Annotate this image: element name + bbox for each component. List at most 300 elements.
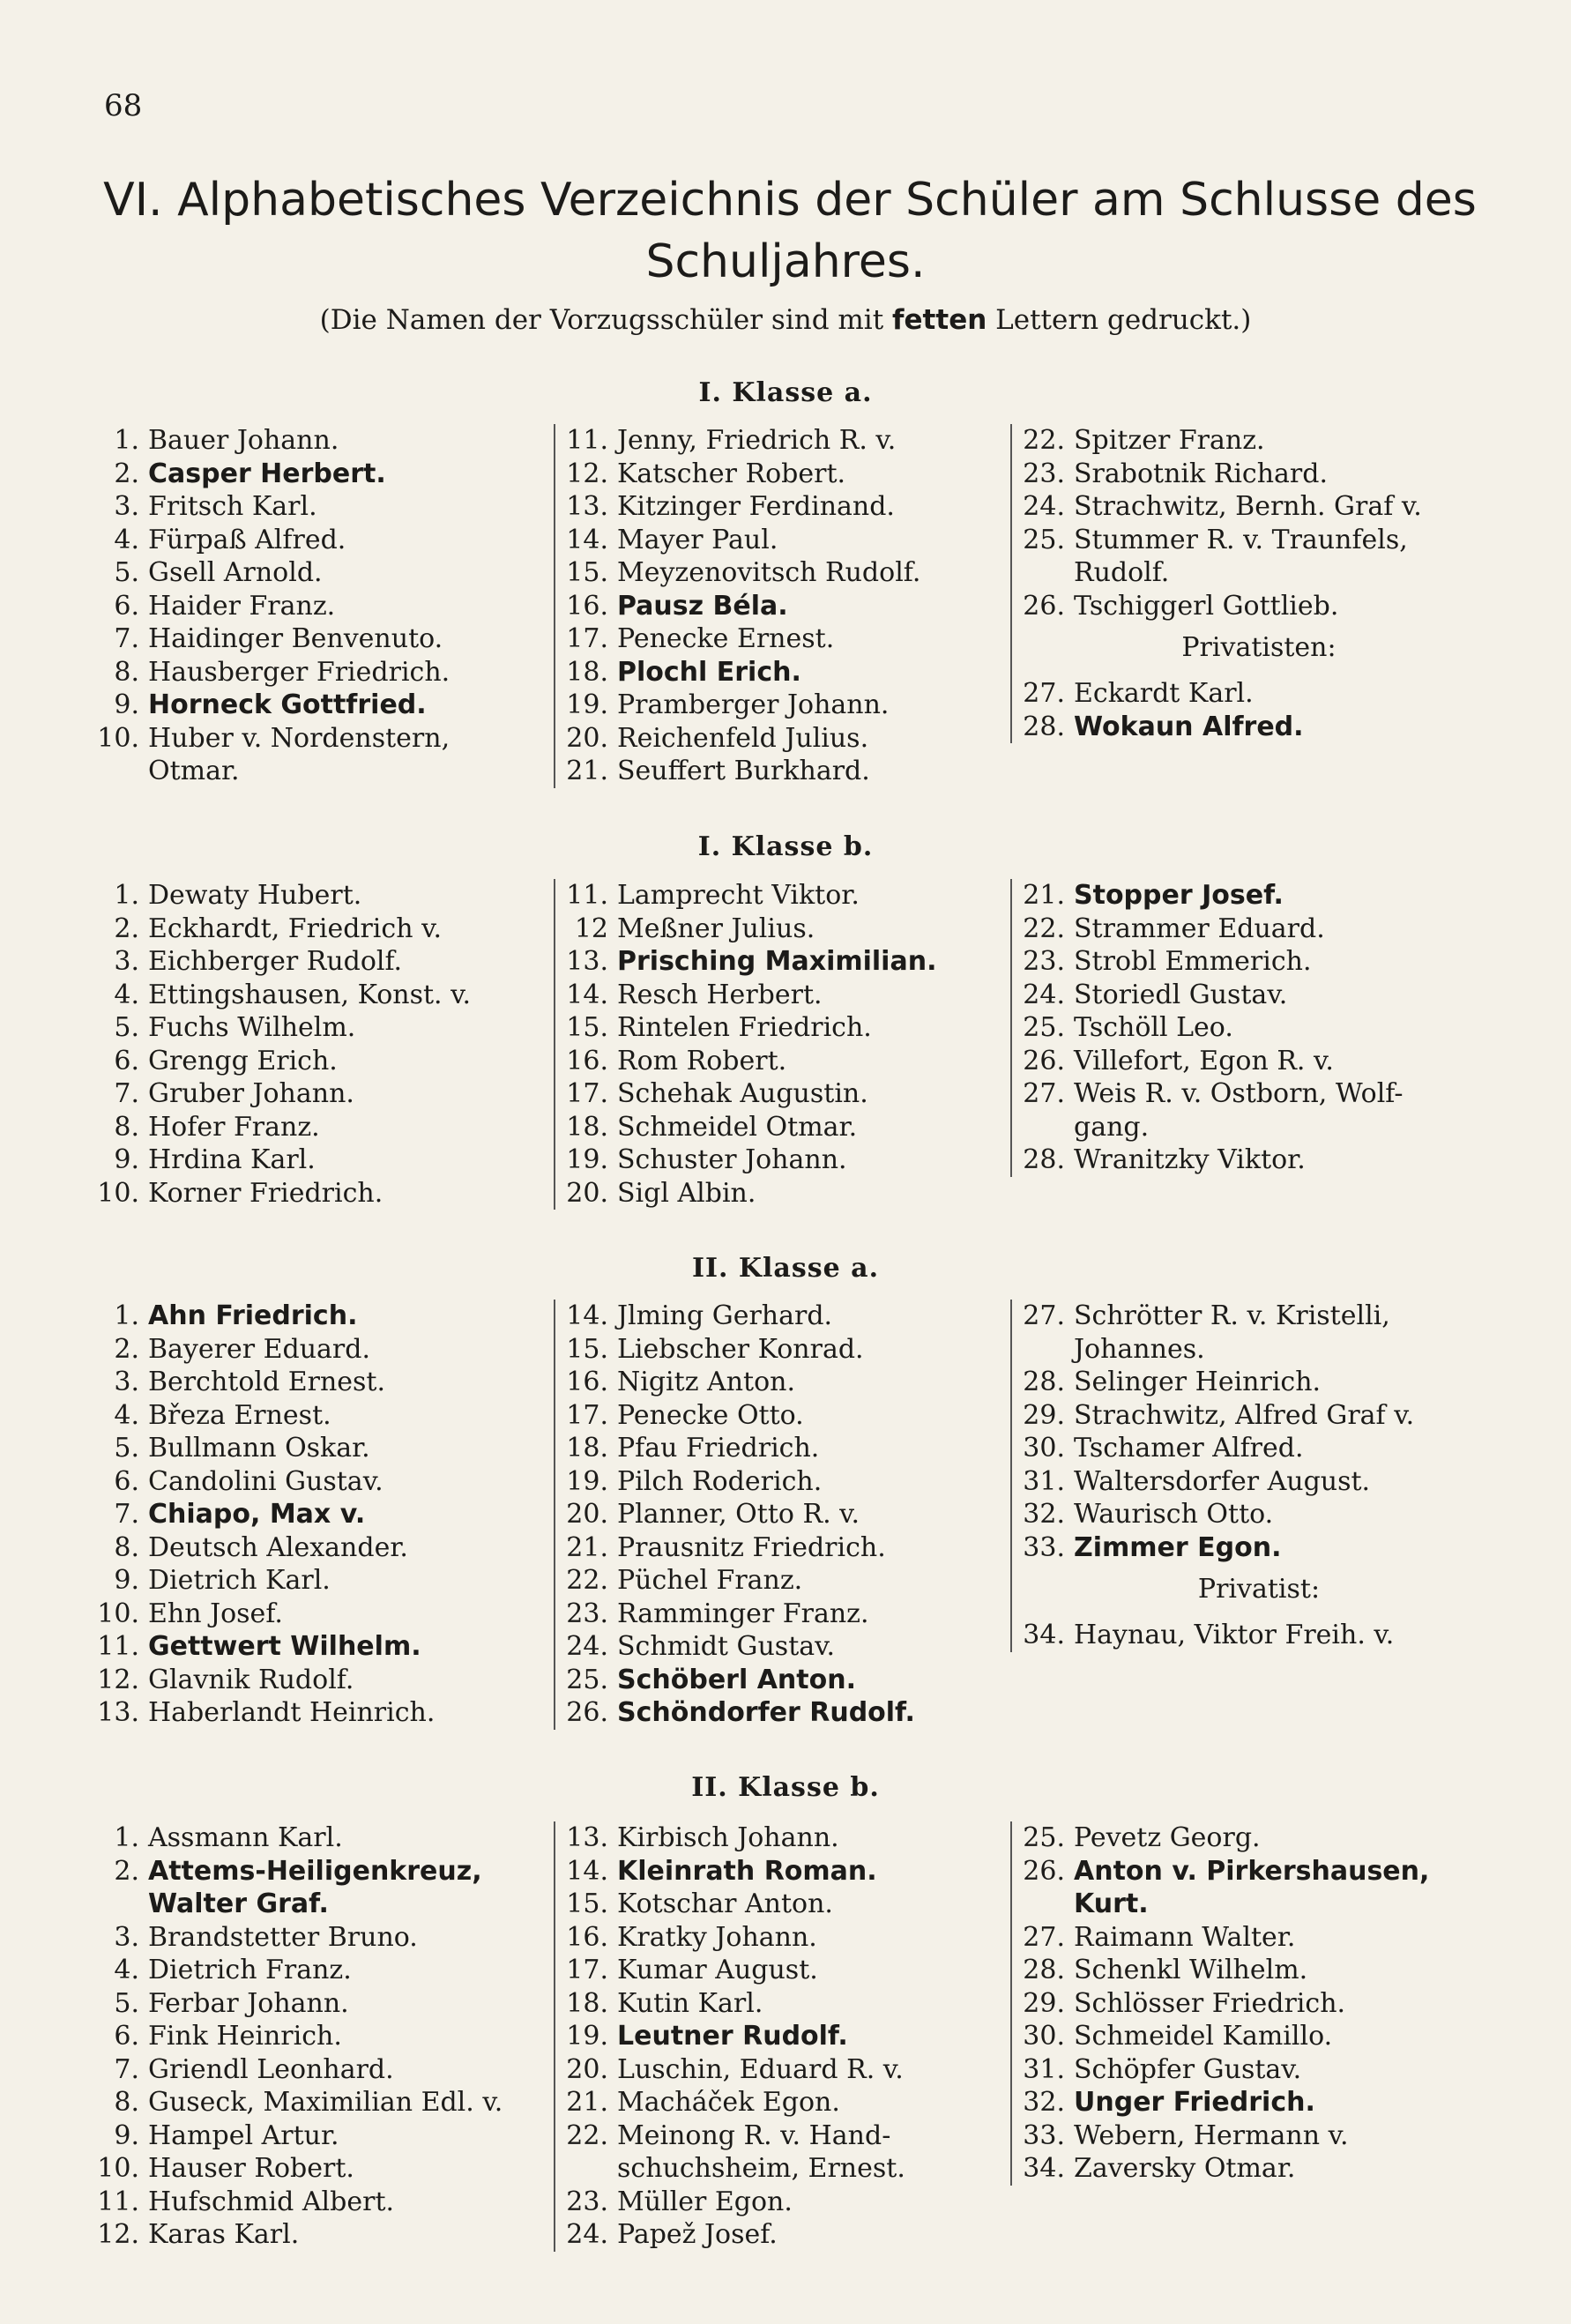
- student-entry: [555, 945, 1005, 979]
- student-entry: [1012, 1498, 1506, 1531]
- student-entry: [81, 1987, 540, 2021]
- student-entry: [1012, 2020, 1506, 2053]
- student-name: Deutsch Alexander.: [148, 1531, 408, 1563]
- student-entry: [555, 424, 1005, 458]
- student-entry: [555, 556, 1005, 590]
- student-entry: [555, 656, 1005, 689]
- student-name: Liebscher Konrad.: [617, 1333, 864, 1365]
- student-name: Haberlandt Heinrich.: [148, 1697, 436, 1728]
- student-name: Strachwitz, Bernh. Graf v.: [1074, 491, 1422, 522]
- student-name: Müller Egon.: [617, 2186, 793, 2217]
- student-name: Strachwitz, Alfred Graf v.: [1074, 1399, 1415, 1431]
- student-number: 26.: [1023, 1855, 1065, 1887]
- title-line-1: VI. Alphabetisches Verzeichnis der Schüler am Schlusse des: [103, 174, 1477, 227]
- student-name: Zimmer Egon.: [1074, 1531, 1282, 1563]
- student-entry: [1012, 1954, 1506, 1987]
- student-entry: [1012, 490, 1506, 524]
- student-entry: [555, 912, 1005, 946]
- student-entry: [555, 622, 1005, 656]
- student-number: 28.: [1023, 1367, 1065, 1397]
- student-entry: [81, 622, 540, 656]
- student-number: 2.: [114, 458, 139, 489]
- student-name: Pilch Roderich.: [617, 1465, 823, 1497]
- student-entry: [555, 1664, 1005, 1697]
- student-number: 3.: [114, 1921, 139, 1953]
- subtitle-bold: fetten: [892, 304, 987, 336]
- student-name: Dewaty Hubert.: [148, 880, 362, 911]
- student-number: 14.: [566, 524, 608, 555]
- student-name: Waltersdorfer August.: [1074, 1465, 1371, 1497]
- student-column: [554, 879, 1005, 1210]
- student-name: Wranitzky Viktor.: [1074, 1144, 1306, 1175]
- student-name: Rintelen Friedrich.: [617, 1012, 872, 1043]
- student-name: Luschin, Eduard R. v.: [617, 2053, 904, 2085]
- student-number: 25.: [1023, 1822, 1065, 1853]
- student-column: [81, 1821, 540, 2252]
- student-name: Fuchs Wilhelm.: [148, 1012, 356, 1043]
- student-name: Schöndorfer Rudolf.: [617, 1697, 915, 1728]
- student-number: 3.: [114, 946, 139, 977]
- student-name: Pramberger Johann.: [617, 689, 890, 720]
- student-entry: [1012, 1143, 1506, 1177]
- student-name: Dietrich Franz.: [148, 1955, 352, 1985]
- student-name: Gruber Johann.: [148, 1078, 354, 1109]
- student-entry-continuation: [1012, 1111, 1506, 1144]
- student-column: [1010, 424, 1506, 743]
- student-number: 4.: [114, 979, 139, 1010]
- student-entry: [1012, 1619, 1506, 1652]
- student-number: 25.: [566, 1664, 608, 1695]
- student-name: Rudolf.: [1074, 557, 1170, 588]
- student-number: 27.: [1023, 1300, 1065, 1331]
- student-number: 20.: [566, 1177, 608, 1209]
- student-entry: [1012, 590, 1506, 623]
- student-number: 8.: [114, 2087, 139, 2118]
- student-number: 34.: [1023, 1620, 1065, 1650]
- student-name: Schöberl Anton.: [617, 1664, 856, 1695]
- student-name: Stopper Josef.: [1074, 880, 1284, 911]
- student-name: Kotschar Anton.: [617, 1888, 833, 1919]
- student-entry: [555, 1630, 1005, 1664]
- student-number: 5.: [114, 1012, 139, 1043]
- student-number: 9.: [114, 1565, 139, 1596]
- student-number: 16.: [566, 1367, 608, 1397]
- student-number: 29.: [1023, 1987, 1065, 2019]
- student-name: Jlming Gerhard.: [617, 1300, 833, 1331]
- student-entry: [81, 458, 540, 491]
- student-number: 14.: [566, 979, 608, 1010]
- student-number: 18.: [566, 1111, 608, 1143]
- student-entry: [555, 1300, 1005, 1333]
- student-entry: [81, 1111, 540, 1144]
- student-number: 5.: [114, 1987, 139, 2019]
- student-entry: [81, 590, 540, 623]
- student-number: 19.: [566, 689, 608, 720]
- student-entry: [1012, 1366, 1506, 1399]
- student-number: 29.: [1023, 1399, 1065, 1431]
- student-number: 3.: [114, 491, 139, 522]
- student-entry: [81, 912, 540, 946]
- page-number: 68: [104, 88, 143, 123]
- student-number: 11.: [97, 2186, 139, 2217]
- student-number: 20.: [566, 2053, 608, 2085]
- student-name: Pevetz Georg.: [1074, 1822, 1261, 1853]
- student-name: Otmar.: [148, 756, 240, 786]
- student-name: Hofer Franz.: [148, 1111, 320, 1143]
- student-entry: [81, 1011, 540, 1045]
- student-name: Walter Graf.: [148, 1888, 329, 1919]
- student-entry: [1012, 1987, 1506, 2021]
- student-entry: [81, 1045, 540, 1078]
- student-entry: [1012, 458, 1506, 491]
- student-number: 4.: [114, 524, 139, 555]
- student-entry: [555, 2053, 1005, 2087]
- student-entry: [555, 1598, 1005, 1631]
- student-name: Kirbisch Johann.: [617, 1822, 839, 1853]
- student-entry: [81, 1465, 540, 1499]
- student-entry: [555, 1564, 1005, 1598]
- student-entry: [81, 1177, 540, 1210]
- student-number: 23.: [566, 2186, 608, 2217]
- student-name: Korner Friedrich.: [148, 1177, 383, 1209]
- student-number: 19.: [566, 2021, 608, 2052]
- student-number: 7.: [114, 2053, 139, 2085]
- student-entry: [81, 945, 540, 979]
- student-entry: [555, 1366, 1005, 1399]
- student-entry-continuation: [1012, 1888, 1506, 1921]
- student-name: Guseck, Maximilian Edl. v.: [148, 2087, 503, 2118]
- student-name: Berchtold Ernest.: [148, 1367, 386, 1397]
- student-name: Attems-Heiligenkreuz,: [148, 1855, 482, 1887]
- student-entry: [81, 1630, 540, 1664]
- student-number: 7.: [114, 623, 139, 654]
- student-name: Ehn Josef.: [148, 1598, 283, 1629]
- student-name: Bayerer Eduard.: [148, 1333, 370, 1365]
- student-name: Plochl Erich.: [617, 656, 801, 688]
- student-number: 20.: [566, 1499, 608, 1530]
- student-name: Fritsch Karl.: [148, 491, 317, 522]
- student-name: Webern, Hermann v.: [1074, 2119, 1349, 2151]
- student-entry: [81, 1366, 540, 1399]
- student-name: Kurt.: [1074, 1888, 1149, 1919]
- student-name: Ramminger Franz.: [617, 1598, 869, 1629]
- student-name: Leutner Rudolf.: [617, 2021, 848, 2052]
- student-number: 6.: [114, 1465, 139, 1497]
- student-entry: [1012, 1300, 1506, 1333]
- title-line-2: Schuljahres.: [645, 235, 926, 288]
- student-name: Meyzenovitsch Rudolf.: [617, 557, 921, 588]
- student-number: 14.: [566, 1300, 608, 1331]
- student-number: 22.: [1023, 425, 1065, 456]
- student-entry: [81, 979, 540, 1012]
- student-number: 9.: [114, 689, 139, 720]
- student-column: [1010, 879, 1506, 1177]
- student-entry: [81, 1333, 540, 1367]
- student-entry: [1012, 979, 1506, 1012]
- student-column: [554, 1300, 1005, 1730]
- student-number: 24.: [1023, 979, 1065, 1010]
- student-name: Stummer R. v. Traunfels,: [1074, 524, 1408, 555]
- student-column: [81, 879, 540, 1210]
- subtitle-pre: (Die Namen der Vorzugsschüler sind mit: [319, 304, 884, 336]
- student-column: [81, 1300, 540, 1730]
- student-name: Zaversky Otmar.: [1074, 2153, 1296, 2184]
- student-entry: [555, 2218, 1005, 2252]
- section-heading: II. Klasse b.: [691, 1772, 880, 1803]
- student-number: 11.: [97, 1631, 139, 1662]
- student-number: 22.: [1023, 912, 1065, 944]
- student-entry: [1012, 677, 1506, 711]
- student-number: 22.: [566, 2119, 608, 2151]
- student-name: Strammer Eduard.: [1074, 912, 1325, 944]
- student-number: 10.: [97, 2153, 139, 2184]
- student-entry-continuation: [1012, 556, 1506, 590]
- student-entry: [81, 556, 540, 590]
- student-name: Penecke Otto.: [617, 1399, 804, 1431]
- student-number: 31.: [1023, 1465, 1065, 1497]
- student-entry: [555, 1333, 1005, 1367]
- student-number: 34.: [1023, 2153, 1065, 2184]
- student-number: 23.: [1023, 946, 1065, 977]
- student-number: 12.: [566, 458, 608, 489]
- page-title: [0, 169, 1571, 293]
- student-number: 25.: [1023, 1012, 1065, 1043]
- student-entry: [81, 2020, 540, 2053]
- student-number: 3.: [114, 1367, 139, 1397]
- student-number: 17.: [566, 1399, 608, 1431]
- student-entry: [81, 1564, 540, 1598]
- student-entry: [1012, 1921, 1506, 1955]
- student-entry: [555, 1921, 1005, 1955]
- student-entry: [81, 1664, 540, 1697]
- student-number: 25.: [1023, 524, 1065, 555]
- student-number: 19.: [566, 1144, 608, 1175]
- student-number: 19.: [566, 1465, 608, 1497]
- student-number: 18.: [566, 1987, 608, 2019]
- student-name: Resch Herbert.: [617, 979, 823, 1010]
- student-number: 18.: [566, 656, 608, 688]
- student-entry: [1012, 1855, 1506, 1888]
- student-entry: [81, 1954, 540, 1987]
- student-name: Huber v. Nordenstern,: [148, 722, 450, 754]
- student-name: Hrdina Karl.: [148, 1144, 316, 1175]
- student-entry: [555, 590, 1005, 623]
- student-name: Raimann Walter.: [1074, 1921, 1296, 1953]
- student-entry: [555, 1498, 1005, 1531]
- student-entry: [555, 1432, 1005, 1465]
- student-name: Kitzinger Ferdinand.: [617, 491, 895, 522]
- student-number: 22.: [566, 1565, 608, 1596]
- student-name: Reichenfeld Julius.: [617, 722, 869, 754]
- student-entry: [555, 1987, 1005, 2021]
- student-number: 16.: [566, 1921, 608, 1953]
- student-name: Srabotnik Richard.: [1074, 458, 1329, 489]
- student-name: Schlösser Friedrich.: [1074, 1987, 1346, 2019]
- student-entry: [81, 2053, 540, 2087]
- student-entry: [81, 424, 540, 458]
- student-name: Eckardt Karl.: [1074, 678, 1254, 709]
- student-number: 13.: [566, 491, 608, 522]
- student-entry: [81, 2186, 540, 2219]
- student-entry: [81, 1077, 540, 1111]
- student-name: Candolini Gustav.: [148, 1465, 383, 1497]
- student-number: 31.: [1023, 2053, 1065, 2085]
- student-name: Tschiggerl Gottlieb.: [1074, 590, 1339, 622]
- student-number: 18.: [566, 1433, 608, 1464]
- student-name: Fink Heinrich.: [148, 2021, 342, 2052]
- student-name: Sigl Albin.: [617, 1177, 756, 1209]
- student-name: Wokaun Alfred.: [1074, 711, 1304, 742]
- student-entry: [1012, 2119, 1506, 2153]
- student-entry: [555, 1045, 1005, 1078]
- section-heading: I. Klasse b.: [697, 831, 874, 862]
- student-name: Hauser Robert.: [148, 2153, 354, 2184]
- student-number: 16.: [566, 1045, 608, 1076]
- student-number: 28.: [1023, 711, 1065, 742]
- student-entry: [1012, 1045, 1506, 1078]
- student-number: 26.: [566, 1697, 608, 1728]
- student-number: 12.: [97, 1664, 139, 1695]
- student-name: Spitzer Franz.: [1074, 425, 1265, 456]
- student-number: 30.: [1023, 1433, 1065, 1464]
- student-entry: [1012, 1821, 1506, 1855]
- student-name: Mayer Paul.: [617, 524, 778, 555]
- student-entry: [555, 1399, 1005, 1433]
- student-number: 10.: [97, 1598, 139, 1629]
- student-entry: [81, 490, 540, 524]
- subheading: Privatisten:: [1181, 632, 1336, 663]
- student-number: 12: [574, 912, 608, 944]
- student-number: 27.: [1023, 1921, 1065, 1953]
- student-name: Hufschmid Albert.: [148, 2186, 395, 2217]
- student-name: Dietrich Karl.: [148, 1565, 331, 1596]
- student-entry: [1012, 1077, 1506, 1111]
- student-entry: [555, 1011, 1005, 1045]
- student-entry: [1012, 879, 1506, 912]
- student-name: Tschamer Alfred.: [1074, 1433, 1304, 1464]
- student-name: Nigitz Anton.: [617, 1367, 796, 1397]
- student-name: Kutin Karl.: [617, 1987, 763, 2019]
- student-entry: [555, 689, 1005, 722]
- student-entry: [555, 1077, 1005, 1111]
- student-number: 11.: [566, 880, 608, 911]
- student-name: Schenkl Wilhelm.: [1074, 1955, 1308, 1985]
- student-name: Schrötter R. v. Kristelli,: [1074, 1300, 1390, 1331]
- student-number: 27.: [1023, 678, 1065, 709]
- student-number: 26.: [1023, 590, 1065, 622]
- student-number: 23.: [1023, 458, 1065, 489]
- student-name: Penecke Ernest.: [617, 623, 835, 654]
- student-name: Haidinger Benvenuto.: [148, 623, 443, 654]
- student-number: 23.: [566, 1598, 608, 1629]
- student-number: 13.: [566, 1822, 608, 1853]
- student-entry: [81, 1399, 540, 1433]
- student-name: Katscher Robert.: [617, 458, 846, 489]
- student-number: 21.: [1023, 880, 1065, 911]
- student-name: Březa Ernest.: [148, 1399, 331, 1431]
- student-entry: [81, 722, 540, 756]
- student-entry: [81, 2152, 540, 2186]
- student-number: 14.: [566, 1855, 608, 1887]
- student-entry: [555, 1465, 1005, 1499]
- student-entry: [1012, 711, 1506, 744]
- student-name: Schöpfer Gustav.: [1074, 2053, 1302, 2085]
- student-number: 2.: [114, 1333, 139, 1365]
- student-entry: [555, 458, 1005, 491]
- student-entry: [81, 689, 540, 722]
- student-name: Schmidt Gustav.: [617, 1631, 836, 1662]
- student-name: Schuster Johann.: [617, 1144, 847, 1175]
- student-number: 11.: [566, 425, 608, 456]
- student-number: 17.: [566, 623, 608, 654]
- section-heading: II. Klasse a.: [691, 1253, 880, 1284]
- student-name: Eckhardt, Friedrich v.: [148, 912, 442, 944]
- student-number: 16.: [566, 590, 608, 622]
- student-name: Rom Robert.: [617, 1045, 787, 1076]
- student-name: Grengg Erich.: [148, 1045, 338, 1076]
- student-name: Meßner Julius.: [617, 912, 815, 944]
- student-name: Ettingshausen, Konst. v.: [148, 979, 472, 1010]
- student-name: Griendl Leonhard.: [148, 2053, 394, 2085]
- student-name: Horneck Gottfried.: [148, 689, 427, 720]
- student-number: 32.: [1023, 2087, 1065, 2118]
- student-number: 21.: [566, 756, 608, 786]
- section-heading: I. Klasse a.: [698, 377, 873, 408]
- student-entry: [555, 1855, 1005, 1888]
- student-name: Prisching Maximilian.: [617, 946, 937, 977]
- student-number: 4.: [114, 1955, 139, 1985]
- student-number: 8.: [114, 1111, 139, 1143]
- student-name: Assmann Karl.: [148, 1822, 343, 1853]
- student-entry: [555, 879, 1005, 912]
- subtitle: [0, 304, 1571, 336]
- student-name: Karas Karl.: [148, 2219, 300, 2250]
- student-name: Anton v. Pirkershausen,: [1074, 1855, 1430, 1887]
- student-name: Fürpaß Alfred.: [148, 524, 346, 555]
- student-name: Püchel Franz.: [617, 1565, 803, 1596]
- student-name: Villefort, Egon R. v.: [1074, 1045, 1334, 1076]
- student-name: Bullmann Oskar.: [148, 1433, 370, 1464]
- student-number: 21.: [566, 2087, 608, 2118]
- student-name: Hausberger Friedrich.: [148, 656, 450, 688]
- student-number: 20.: [566, 722, 608, 754]
- student-number: 9.: [114, 2119, 139, 2151]
- student-name: Kumar August.: [617, 1955, 818, 1985]
- student-entry: [1012, 2086, 1506, 2119]
- student-name: Hampel Artur.: [148, 2119, 339, 2151]
- student-entry: [555, 2186, 1005, 2219]
- student-number: 2.: [114, 912, 139, 944]
- student-name: Prausnitz Friedrich.: [617, 1531, 886, 1563]
- student-name: Tschöll Leo.: [1074, 1012, 1233, 1043]
- student-number: 6.: [114, 1045, 139, 1076]
- student-name: Ahn Friedrich.: [148, 1300, 358, 1331]
- student-name: Ferbar Johann.: [148, 1987, 349, 2019]
- student-entry: [555, 524, 1005, 557]
- student-number: 24.: [566, 1631, 608, 1662]
- student-number: 17.: [566, 1078, 608, 1109]
- student-number: 8.: [114, 656, 139, 688]
- student-number: 13.: [97, 1697, 139, 1728]
- student-name: Brandstetter Bruno.: [148, 1921, 418, 1953]
- student-entry: [1012, 1432, 1506, 1465]
- student-number: 6.: [114, 590, 139, 622]
- student-number: 1.: [114, 880, 139, 911]
- student-entry: [1012, 1011, 1506, 1045]
- student-name: Selinger Heinrich.: [1074, 1367, 1322, 1397]
- student-number: 9.: [114, 1144, 139, 1175]
- student-name: Seuffert Burkhard.: [617, 756, 870, 786]
